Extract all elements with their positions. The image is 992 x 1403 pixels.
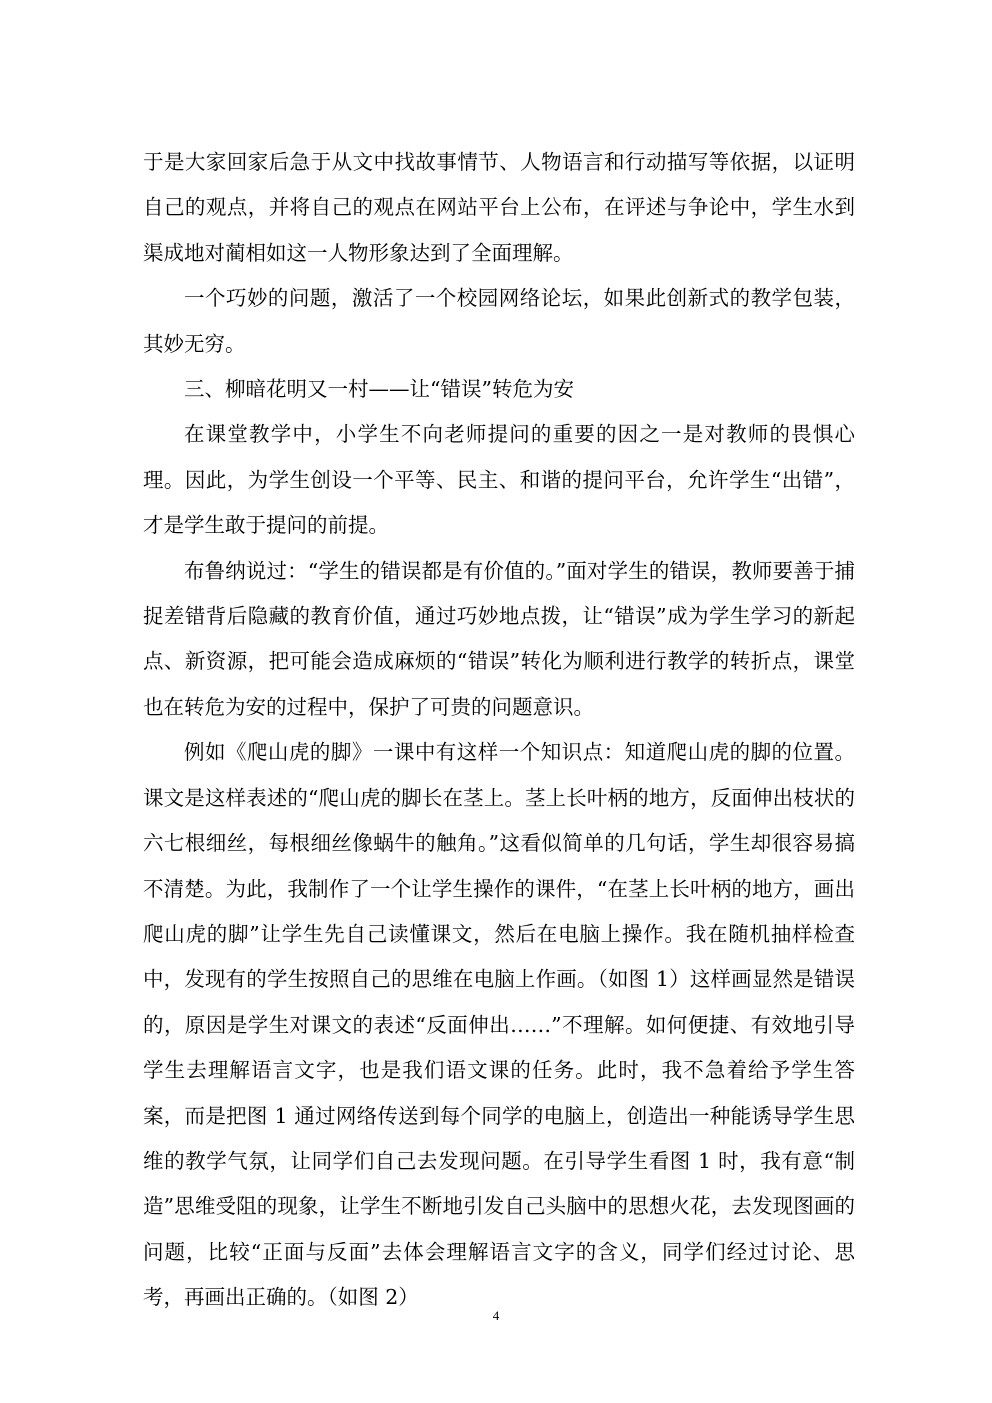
paragraph-classroom-teaching: 在课堂教学中，小学生不向老师提问的重要的因之一是对教师的畏惧心理。因此，为学生创设一个平等、民主、和谐的提问平台，允许学生“出错”，才是学生敢于提问的前提。 [143, 422, 855, 538]
page-number: 4 [492, 1308, 500, 1323]
section-heading: 三、柳暗花明又一村——让“错误”转危为安 [184, 377, 574, 402]
body-text [143, 140, 855, 1321]
paragraph-bruner-quote: 布鲁纳说过：“学生的错误都是有价值的。”面对学生的错误，教师要善于捕捉差错背后隐藏的教育价值，通过巧妙地点拨，让“错误”成为学生学习的新起点、新资源，把可能会造成麻烦的“错误”转化为顺利进行教学的转折点，课堂也在转危为安的过程中，保护了可贵的问题意识。 [143, 558, 855, 719]
paragraph-clever-question: 一个巧妙的问题，激活了一个校园网络论坛，如果此创新式的教学包装，其妙无穷。 [143, 286, 855, 356]
paragraph-continuation: 于是大家回家后急于从文中找故事情节、人物语言和行动描写等依据，以证明自己的观点，并将自己的观点在网站平台上公布，在评述与争论中，学生水到渠成地对蔺相如这一人物形象达到了全面理解。 [143, 150, 855, 265]
paragraph-example: 例如《爬山虎的脚》一课中有这样一个知识点：知道爬山虎的脚的位置。课文是这样表述的“爬山虎的脚长在茎上。茎上长叶柄的地方，反面伸出枝状的六七根细丝，每根细丝像蜗牛的触角。”这看似简单的几句话，学生却很容易搞不清楚。为此，我制作了一个让学生操作的课件，“在茎上长叶柄的地方，画出爬山虎的脚”让学生先自己读懂课文，然后在电脑上操作。我在随机抽样检查中，发现有的学生按照自己的思维在电脑上作画。（如图 1）这样画显然是错误的，原因是学生对课文的表述“反面伸出……”不理解。如何便捷、有效地引导学生去理解语言文字，也是我们语文课的任务。此时，我不急着给予学生答案，而是把图 1 通过网络传送到每个同学的电脑上，创造出一种能诱导学生思维的教学气氛，让同学们自己去发现问题。在引导学生看图 1 时，我有意“制造”思维受阻的现象，让学生不断地引发自己头脑中的思想火花，去发现图画的问题，比较“正面与反面”去体会理解语言文字的含义，同学们经过讨论、思考，再画出正确的。（如图 2） [143, 740, 855, 1310]
